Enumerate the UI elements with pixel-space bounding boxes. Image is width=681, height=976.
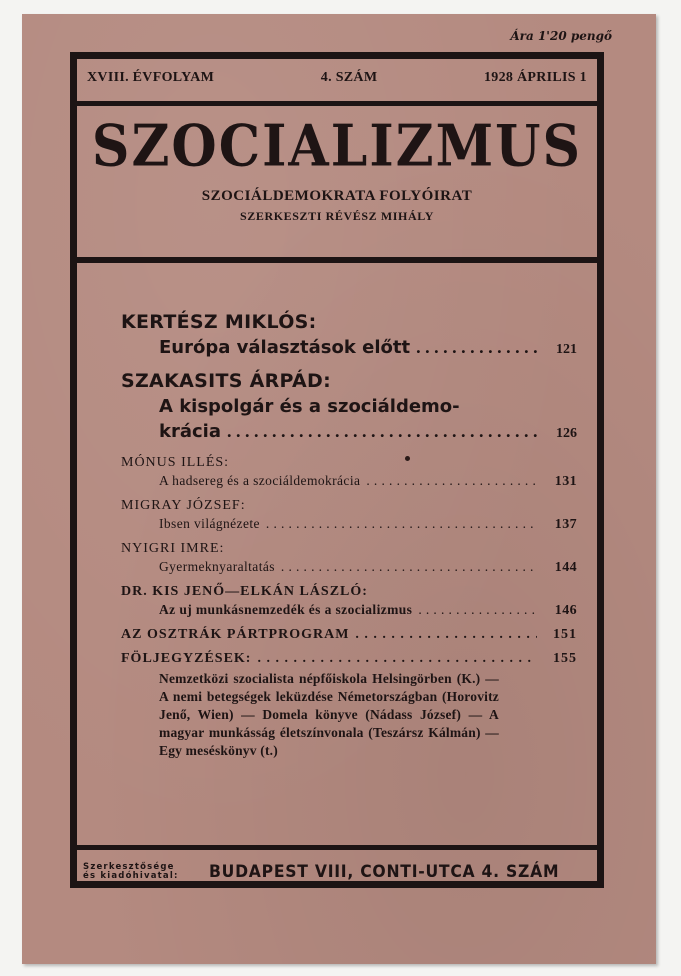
toc-author: AZ OSZTRÁK PÁRTPROGRAM [121,627,350,642]
cover-frame [70,52,604,888]
issue-date: 1928 ÁPRILIS 1 [483,70,587,85]
toc-title-line [121,626,577,644]
leader-dots [366,472,537,490]
toc-title-line [159,472,577,491]
toc-page-number: 131 [554,474,577,489]
masthead-divider [77,257,597,263]
toc-entry [121,583,577,620]
toc-page-number: 121 [556,342,577,357]
toc-author: DR. KIS JENŐ—ELKÁN LÁSZLÓ: [121,584,368,599]
footer-divider [77,845,597,850]
toc-title: Az uj munkásnemzedék és a szocializmus [159,602,413,617]
toc-title-line [159,515,577,534]
toc-entry [121,368,577,446]
magazine-subtitle: SZOCIÁLDEMOKRATA FOLYÓIRAT [201,188,473,204]
toc-page-number: 126 [556,426,577,441]
leader-dots [266,515,537,533]
leader-dots [355,626,537,644]
masthead [77,112,597,224]
footer-label-line: Szerkesztősége [83,862,175,872]
toc-page-number: 151 [553,627,577,642]
editor-line: SZERKESZTI RÉVÉSZ MIHÁLY [239,209,435,223]
top-divider [77,101,597,106]
footer-label-line: és kiadóhivatal: [83,871,179,881]
price-label: Ára 1'20 pengő [510,29,612,43]
toc-entry [121,309,577,362]
toc-author: SZAKASITS ÁRPÁD: [121,370,331,392]
toc-title: Ibsen világnézete [159,516,260,531]
footer-label [83,863,201,881]
toc-entry [121,454,577,491]
toc-title: Gyermeknyaraltatás [159,559,275,574]
toc-entry [121,650,577,760]
leader-dots [416,335,537,360]
leader-dots [281,558,537,576]
volume-label: XVIII. ÉVFOLYAM [87,70,215,85]
toc-page-number: 144 [554,560,577,575]
toc-page-number: 146 [554,603,577,618]
toc-title-line [159,558,577,577]
toc-title: A kispolgár és a szociáldemo- [159,396,460,417]
toc-page-number: 137 [554,517,577,532]
toc-author: FÖLJEGYZÉSEK: [121,651,252,666]
toc-page-number: 155 [553,651,577,666]
magazine-cover [22,14,656,964]
toc-title-line [159,601,577,620]
toc-author: MÓNUS ILLÉS: [121,455,230,470]
leader-dots [418,601,537,619]
toc-author: MIGRAY JÓZSEF: [121,498,246,513]
issue-number: 4. SZÁM [320,70,378,85]
toc-title-continuation: krácia [159,421,221,442]
toc-entry [121,540,577,577]
toc-author: KERTÉSZ MIKLÓS: [121,311,317,333]
issue-meta-row [87,69,587,87]
toc-entry [121,497,577,534]
magazine-title: SZOCIALIZMUS [91,112,583,180]
publisher-address: BUDAPEST VIII, CONTI-UTCA 4. SZÁM [209,862,560,882]
notes-summary: Nemzetközi szocialista népfőiskola Helsingörben (K.) — A nemi betegségek leküzdése Németországban (Horovitz Jenő, Wien) — Domela könyve (Nádass József) — A magyar munkásság életszínvonala (Teszársz Kálmán) — Egy meséskönyv (t.) [159,671,499,758]
toc-title-line [121,650,577,668]
leader-dots [257,650,537,668]
paper-speck [405,456,410,461]
toc-entry [121,626,577,644]
toc-title: A hadsereg és a szociáldemokrácia [159,473,361,488]
leader-dots [227,419,537,444]
table-of-contents [121,309,577,760]
toc-title: Európa választások előtt [159,337,411,358]
publisher-footer [83,859,591,885]
toc-title-line [159,335,577,362]
toc-author: NYIGRI IMRE: [121,541,225,556]
toc-title-line [159,419,577,446]
